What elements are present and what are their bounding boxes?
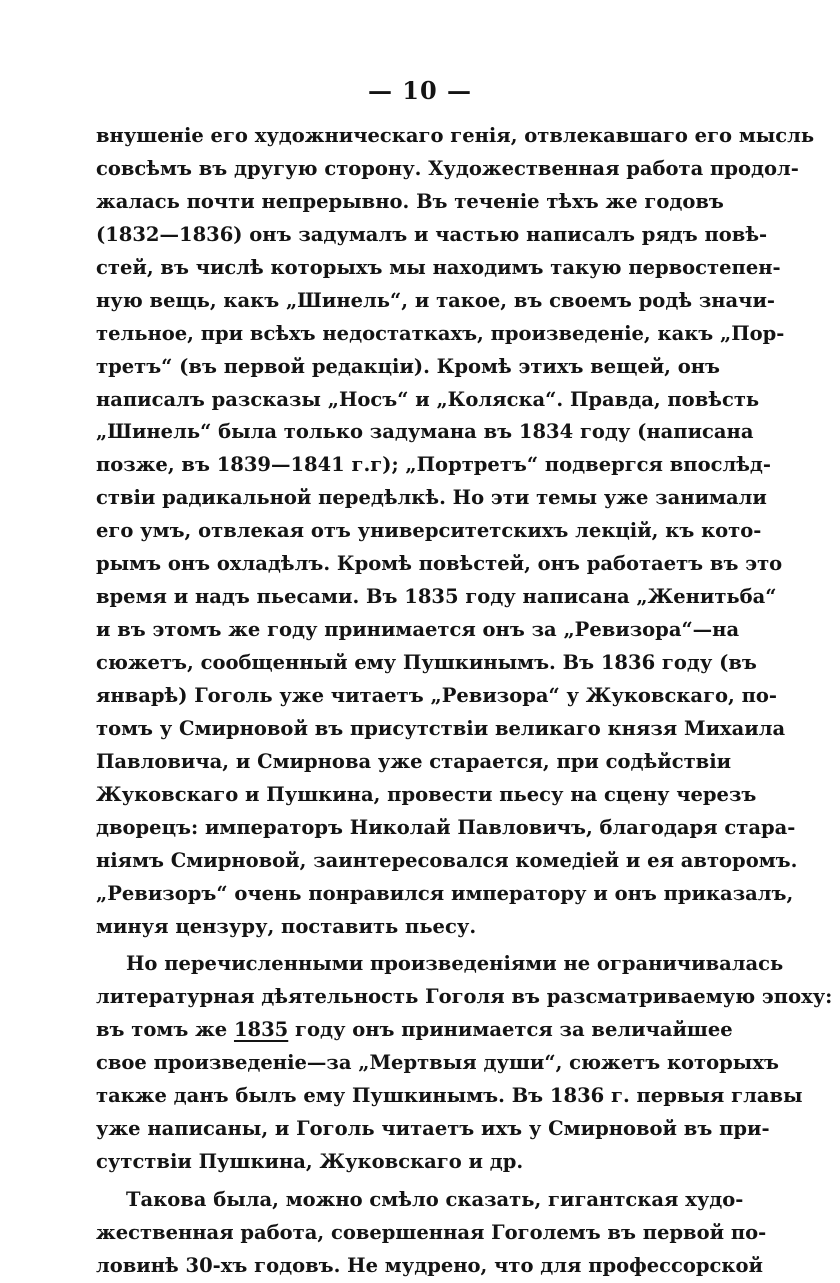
text-line: „Ревизоръ“ очень понравился императору и онъ приказалъ,	[96, 881, 794, 905]
text-line: томъ у Смирновой въ присутствіи великаго князя Михаила	[96, 716, 786, 740]
text-line: „Шинель“ была только задумана въ 1834 году (написана	[96, 420, 754, 444]
page-number: — 10 —	[367, 76, 473, 105]
text-line: жалась почти непрерывно. Въ теченіе тѣхъ же годовъ	[96, 189, 724, 213]
text-line-with-underline	[96, 1014, 733, 1047]
text-line: тельное, при всѣхъ недостаткахъ, произведеніе, какъ „Пор-	[96, 321, 785, 345]
text-line: Такова была, можно смѣло сказать, гигантская худо-	[126, 1188, 744, 1211]
body-text	[96, 120, 833, 1283]
text-line: ніямъ Смирновой, заинтересовался комедіей и ея авторомъ.	[96, 848, 798, 872]
paragraph-2	[96, 948, 833, 1179]
text-line: литературная дѣятельность Гоголя въ разсматриваемую эпоху:	[96, 985, 833, 1009]
paragraph-3	[96, 1184, 767, 1283]
text-line: рымъ онъ охладѣлъ. Кромѣ повѣстей, онъ работаетъ въ это	[96, 552, 783, 576]
text-line: также данъ былъ ему Пушкинымъ. Въ 1836 г. первыя главы	[96, 1084, 803, 1108]
text-line: написалъ разсказы „Носъ“ и „Коляска“. Правда, повѣсть	[96, 387, 760, 411]
text-line: уже написаны, и Гоголь читаетъ ихъ у Смирновой въ при-	[96, 1117, 770, 1141]
text-line: Павловича, и Смирнова уже старается, при содѣйствіи	[96, 749, 732, 773]
text-line: третъ“ (въ первой редакціи). Кромѣ этихъ вещей, онъ	[96, 354, 720, 378]
text-line: сюжетъ, сообщенный ему Пушкинымъ. Въ 1836 году (въ	[96, 651, 757, 674]
text-line: свое произведеніе—за „Мертвыя души“, сюжетъ которыхъ	[96, 1051, 779, 1075]
text-line: ную вещь, какъ „Шинель“, и такое, въ своемъ родѣ значи-	[96, 288, 775, 312]
text-line: ствіи радикальной передѣлкѣ. Но эти темы уже занимали	[96, 486, 767, 510]
text-line: совсѣмъ въ другую сторону. Художественная работа продол-	[96, 156, 799, 180]
underlined-year: 1835	[233, 1018, 289, 1042]
text-line: дворецъ: императоръ Николай Павловичъ, благодаря стара-	[96, 815, 796, 839]
text-line: (1832—1836) онъ задумалъ и частью написалъ рядъ повѣ-	[96, 222, 768, 246]
text-line: стей, въ числѣ которыхъ мы находимъ такую первостепен-	[96, 255, 781, 279]
text-line: позже, въ 1839—1841 г.г); „Портретъ“ подвергся впослѣд-	[96, 453, 772, 477]
text-line: Жуковскаго и Пушкина, провести пьесу на сцену черезъ	[96, 782, 757, 806]
text-segment: въ томъ же	[96, 1018, 234, 1042]
text-line: ловинѣ 30-хъ годовъ. Не мудрено, что для профессорской	[96, 1253, 763, 1277]
text-line: время и надъ пьесами. Въ 1835 году написана „Женитьба“	[96, 585, 777, 609]
text-line: его умъ, отвлекая отъ университетскихъ лекцій, къ кото-	[96, 519, 762, 543]
text-line: минуя цензуру, поставить пьесу.	[96, 914, 477, 938]
text-line: Но перечисленными произведеніями не ограничивалась	[126, 952, 784, 976]
text-segment: году онъ принимается за величайшее	[288, 1018, 733, 1042]
text-line: внушеніе его художническаго генія, отвлекавшаго его мысль	[96, 124, 815, 147]
text-line: и въ этомъ же году принимается онъ за „Ревизора“—на	[96, 618, 740, 642]
paragraph-1	[96, 120, 815, 943]
text-line: январѣ) Гоголь уже читаетъ „Ревизора“ у Жуковскаго, по-	[96, 683, 777, 707]
text-line: жественная работа, совершенная Гоголемъ въ первой по-	[96, 1220, 767, 1244]
text-line: сутствіи Пушкина, Жуковскаго и др.	[96, 1150, 524, 1174]
